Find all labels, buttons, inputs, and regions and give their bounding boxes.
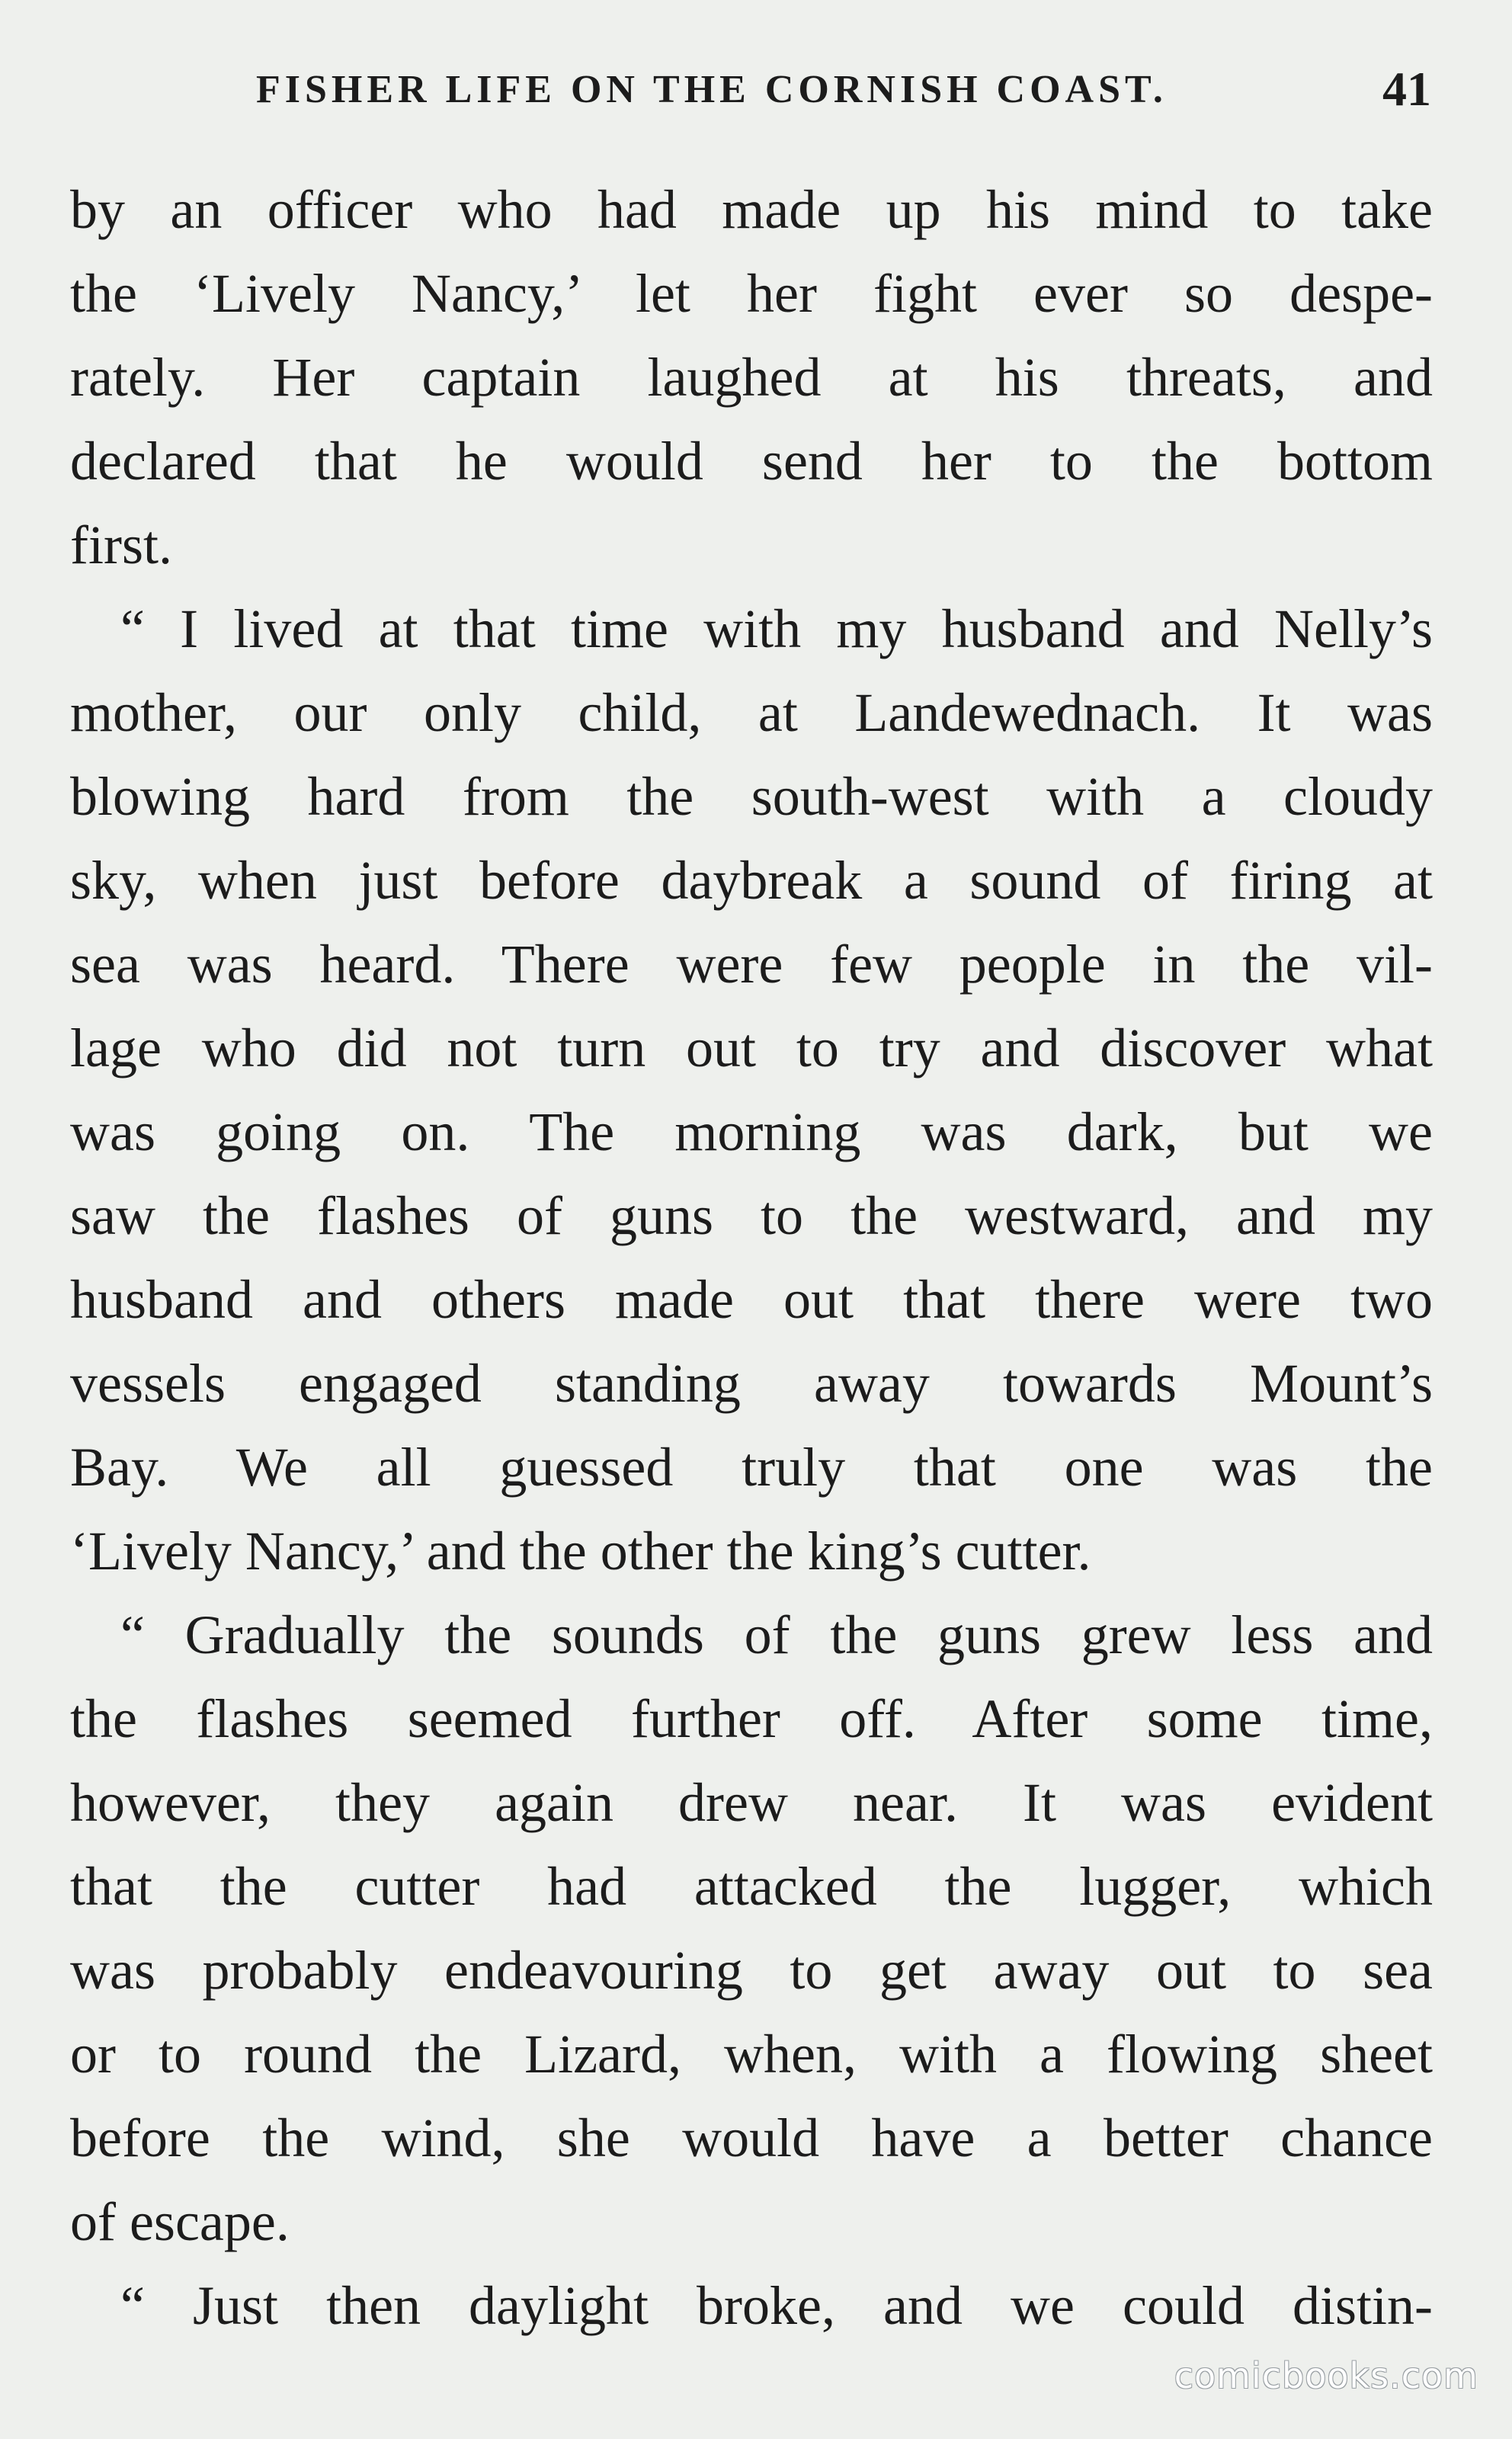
text-line: ‘Lively Nancy,’ and the other the king’s cutter. xyxy=(70,1521,1091,1582)
text-line: mother, our only child, at Landewednach. It was xyxy=(70,682,1433,743)
paragraph-first-line: “ I lived at that time with my husband and Nelly’s xyxy=(120,598,1433,659)
running-title: FISHER LIFE ON THE CORNISH COAST. xyxy=(256,68,1168,111)
text-line: or to round the Lizard, when, with a flowing sheet xyxy=(70,2024,1433,2085)
text-line: declared that he would send her to the bottom xyxy=(70,431,1433,492)
page-number: 41 xyxy=(1382,62,1431,116)
text-line: the ‘Lively Nancy,’ let her fight ever so despe- xyxy=(70,263,1433,324)
text-line: saw the flashes of guns to the westward, and my xyxy=(70,1185,1433,1246)
text-line: of escape. xyxy=(70,2191,290,2252)
text-line: was going on. The morning was dark, but we xyxy=(70,1101,1433,1162)
text-line: sea was heard. There were few people in the vil- xyxy=(70,934,1433,995)
watermark: comicbooks.com xyxy=(1174,2355,1478,2396)
text-line: was probably endeavouring to get away out to sea xyxy=(70,1940,1433,2001)
text-line: rately. Her captain laughed at his threats, and xyxy=(70,347,1433,408)
text-line: husband and others made out that there were two xyxy=(70,1269,1433,1330)
text-line: first. xyxy=(70,514,172,575)
text-line: vessels engaged standing away towards Mount’s xyxy=(70,1353,1433,1414)
text-line: blowing hard from the south-west with a cloudy xyxy=(70,766,1433,827)
text-line: that the cutter had attacked the lugger, which xyxy=(70,1856,1433,1917)
text-line: by an officer who had made up his mind to take xyxy=(70,179,1433,240)
text-line: however, they again drew near. It was evident xyxy=(70,1772,1433,1833)
text-line: before the wind, she would have a better chance xyxy=(70,2107,1433,2168)
paragraph-first-line: “ Just then daylight broke, and we could distin- xyxy=(120,2275,1433,2336)
text-line: lage who did not turn out to try and discover what xyxy=(70,1018,1433,1078)
text-line: Bay. We all guessed truly that one was the xyxy=(70,1437,1433,1498)
text-line: sky, when just before daybreak a sound of firing at xyxy=(70,850,1433,911)
text-line: the flashes seemed further off. After some time, xyxy=(70,1688,1433,1749)
paragraph-first-line: “ Gradually the sounds of the guns grew less and xyxy=(120,1604,1433,1665)
